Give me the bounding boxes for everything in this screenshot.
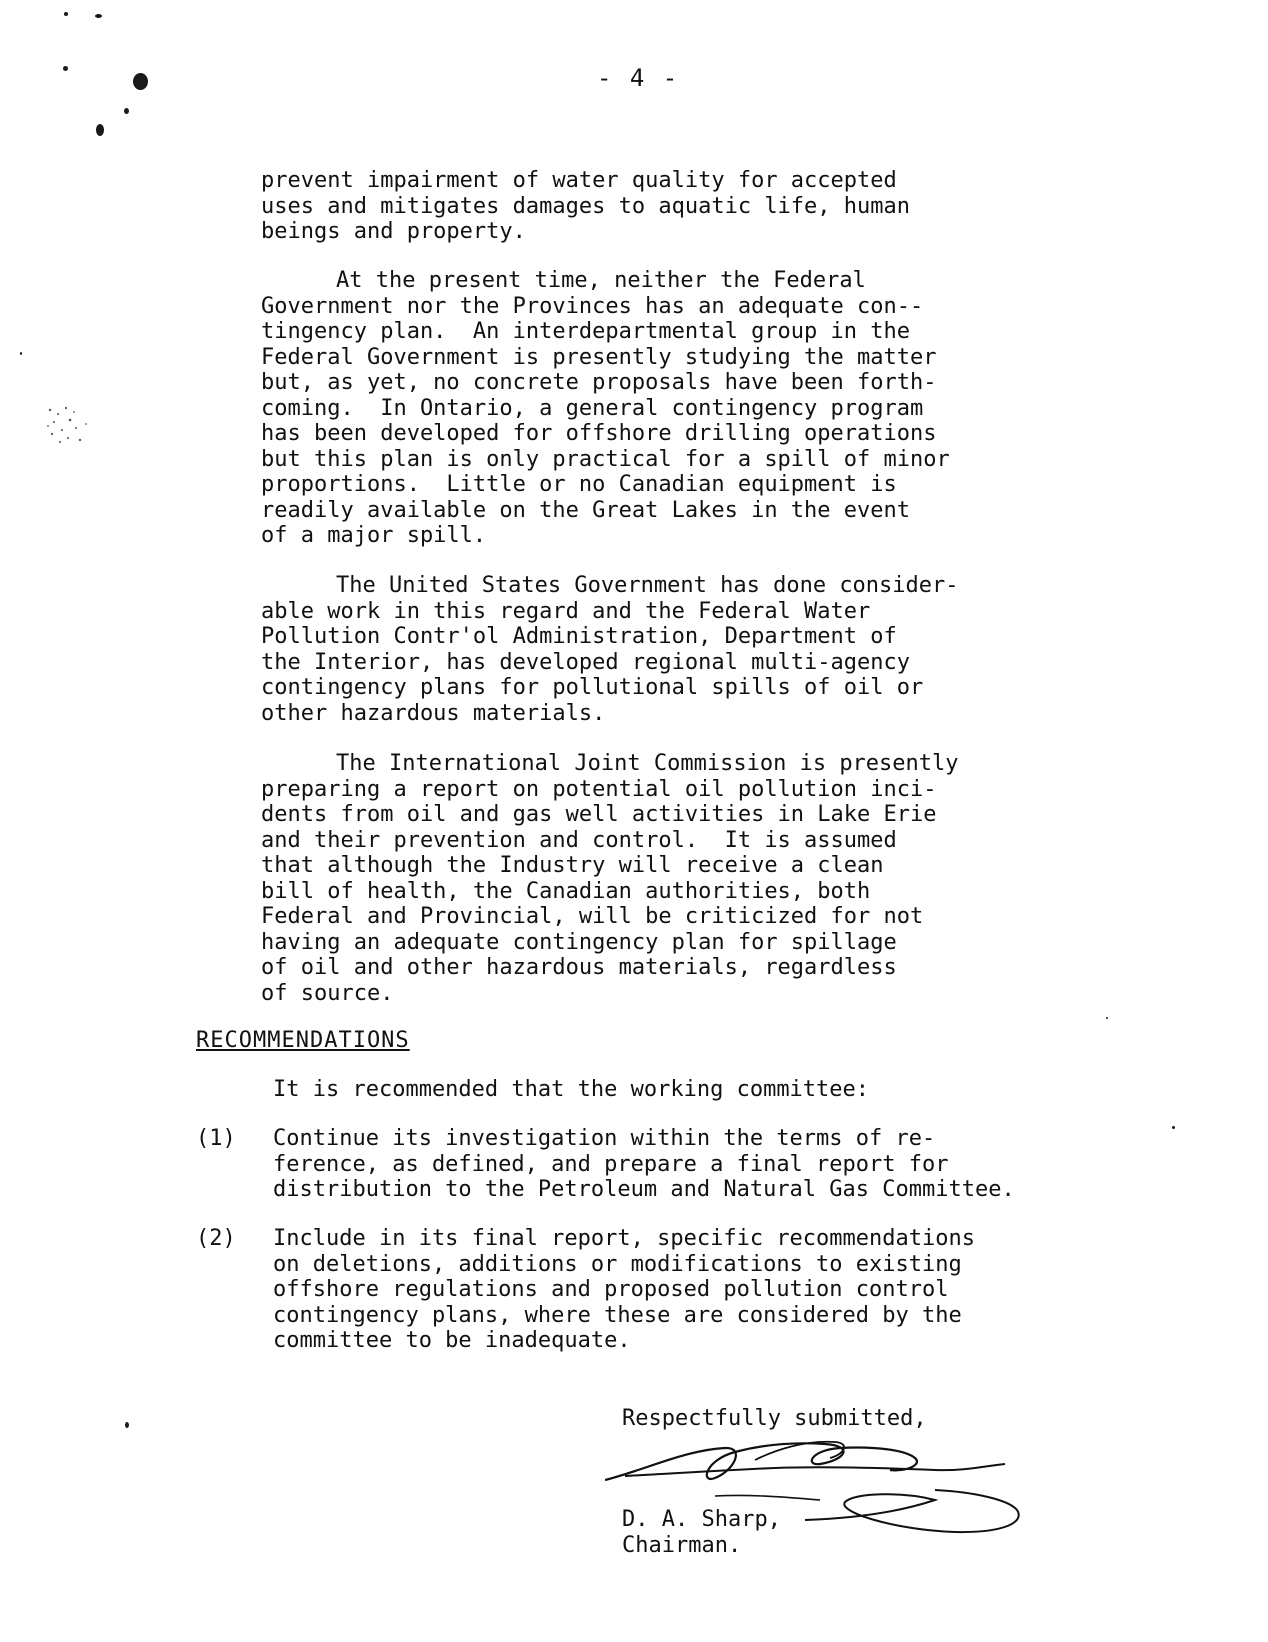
scan-speck bbox=[20, 352, 22, 355]
paragraph-line: The United States Government has done consider- bbox=[336, 573, 959, 598]
paragraph-line: having an adequate contingency plan for spillage bbox=[261, 929, 897, 955]
recommendations-intro: It is recommended that the working committee: bbox=[273, 1077, 870, 1102]
recommendation-line: offshore regulations and proposed pollution control bbox=[273, 1277, 949, 1302]
scan-speck bbox=[133, 73, 148, 90]
scan-speck bbox=[125, 1422, 129, 1428]
scan-speck bbox=[1106, 1017, 1108, 1019]
scan-speck bbox=[64, 12, 68, 16]
paragraph-line: able work in this regard and the Federal Water bbox=[261, 598, 871, 624]
recommendation-line: Include in its final report, specific recommendations bbox=[273, 1226, 975, 1251]
scan-speck bbox=[63, 66, 68, 71]
scan-speck bbox=[124, 108, 129, 114]
paragraph-line: contingency plans for pollutional spills of oil or bbox=[261, 675, 924, 700]
paragraph-line: has been developed for offshore drilling operations bbox=[261, 421, 937, 446]
paragraph-line: Federal Government is presently studying the matter bbox=[261, 344, 937, 370]
paragraph-line: beings and property. bbox=[261, 219, 526, 244]
paragraph-line: proportions. Little or no Canadian equipment is bbox=[261, 472, 897, 497]
paragraph-line: Government nor the Provinces has an adequate con-- bbox=[261, 293, 924, 319]
scan-speck bbox=[1172, 1126, 1175, 1129]
paragraph-line: Federal and Provincial, will be criticized for not bbox=[261, 904, 924, 929]
paragraph-line: At the present time, neither the Federal bbox=[336, 268, 866, 293]
paragraph-line: uses and mitigates damages to aquatic life, human bbox=[261, 193, 911, 219]
paragraph-line: the Interior, has developed regional multi-agency bbox=[261, 649, 911, 675]
recommendation-line: committee to be inadequate. bbox=[273, 1328, 631, 1353]
body-paragraph-4 bbox=[261, 751, 1061, 1006]
paragraph-line: of source. bbox=[261, 980, 394, 1006]
scan-speck bbox=[96, 124, 104, 136]
handwritten-signature bbox=[605, 1430, 1045, 1535]
paragraph-line: that although the Industry will receive a clean bbox=[261, 853, 884, 878]
recommendation-line: distribution to the Petroleum and Natural Gas Committee. bbox=[273, 1177, 1015, 1202]
recommendation-number: (1) bbox=[196, 1126, 236, 1151]
paragraph-line: but this plan is only practical for a spill of minor bbox=[261, 446, 950, 472]
recommendation-line: contingency plans, where these are considered by the bbox=[273, 1302, 962, 1328]
recommendation-number: (2) bbox=[196, 1226, 236, 1251]
recommendation-line: Continue its investigation within the terms of re- bbox=[273, 1126, 936, 1151]
paragraph-line: and their prevention and control. It is assumed bbox=[261, 827, 897, 853]
body-paragraph-1 bbox=[261, 168, 1061, 245]
signer-title: Chairman. bbox=[622, 1533, 742, 1558]
scan-noise-cluster bbox=[40, 400, 110, 460]
scan-speck bbox=[95, 14, 102, 18]
paragraph-line: of oil and other hazardous materials, regardless bbox=[261, 955, 897, 980]
paragraph-line: preparing a report on potential oil pollution inci- bbox=[261, 776, 937, 802]
recommendation-text bbox=[273, 1226, 975, 1354]
paragraph-line: but, as yet, no concrete proposals have been forth- bbox=[261, 370, 937, 395]
recommendation-line: on deletions, additions or modifications to existing bbox=[273, 1251, 962, 1277]
paragraph-line: other hazardous materials. bbox=[261, 700, 606, 726]
body-paragraph-2 bbox=[261, 268, 1061, 549]
paragraph-line: prevent impairment of water quality for accepted bbox=[261, 168, 897, 193]
body-paragraph-3 bbox=[261, 573, 1061, 726]
closing-salutation: Respectfully submitted, bbox=[622, 1406, 927, 1431]
paragraph-line: Pollution Contr'ol Administration, Department of bbox=[261, 624, 897, 649]
paragraph-line: tingency plan. An interdepartmental group in the bbox=[261, 319, 911, 344]
recommendation-line: ference, as defined, and prepare a final report for bbox=[273, 1151, 949, 1177]
paragraph-line: coming. In Ontario, a general contingency program bbox=[261, 395, 924, 421]
paragraph-line: The International Joint Commission is presently bbox=[336, 751, 959, 776]
paragraph-line: readily available on the Great Lakes in the event bbox=[261, 497, 911, 523]
page-number: - 4 - bbox=[597, 64, 680, 92]
recommendation-text bbox=[273, 1126, 1015, 1203]
paragraph-line: dents from oil and gas well activities in Lake Erie bbox=[261, 802, 937, 827]
recommendations-heading: RECOMMENDATIONS bbox=[196, 1028, 410, 1053]
signer-name: D. A. Sharp, bbox=[622, 1507, 781, 1532]
paragraph-line: of a major spill. bbox=[261, 523, 487, 548]
paragraph-line: bill of health, the Canadian authorities, both bbox=[261, 878, 871, 904]
